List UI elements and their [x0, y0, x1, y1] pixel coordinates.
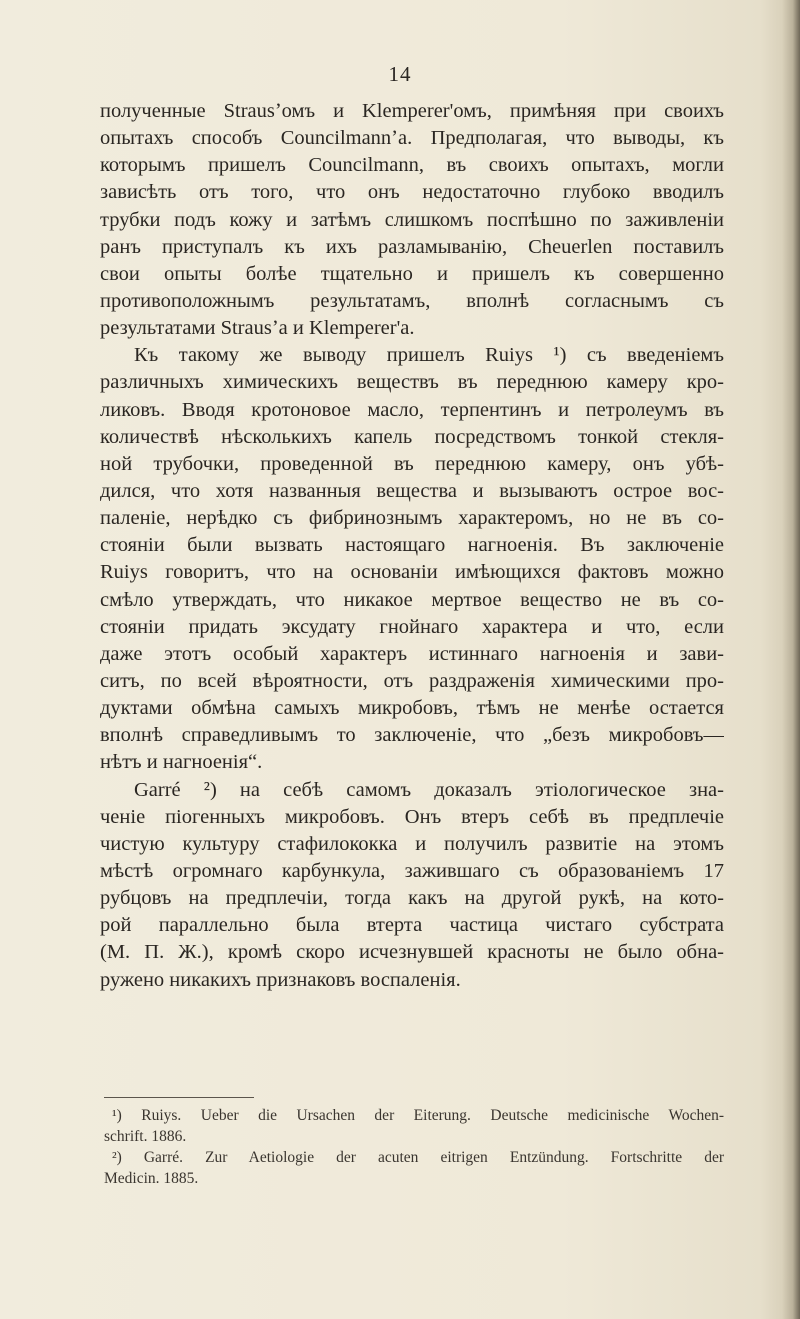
footnote-line: ²) Garré. Zur Aetiologie der acuten eitrigen Entzündung. Fortschritte der [112, 1149, 724, 1166]
text-line: дуктами обмѣна самыхъ микробовъ, тѣмъ не менѣе остается [100, 697, 724, 720]
text-line: различныхъ химическихъ веществъ въ переднюю камеру кро- [100, 371, 724, 394]
text-line: результатами Strausʼa и Klemperer'a. [100, 317, 415, 340]
text-line: чистую культуру стафилококка и получилъ развитіе на этомъ [100, 832, 724, 855]
text-line: ружено никакихъ признаковъ воспаленія. [100, 968, 461, 991]
text-line: опытахъ способъ Councilmannʼa. Предполагая, что выводы, къ [100, 127, 724, 150]
text-line: стояніи были вызвать настоящаго нагноенія. Въ заключеніе [100, 534, 724, 557]
text-line: (М. П. Ж.), кромѣ скоро исчезнувшей красноты не было обна- [100, 941, 724, 964]
paragraph-start-line: Къ такому же выводу пришелъ Ruiys ¹) съ введеніемъ [134, 344, 724, 367]
text-line: ченіе піогенныхъ микробовъ. Онъ втеръ себѣ въ предплечіе [100, 805, 724, 828]
text-line: ликовъ. Вводя кротоновое масло, терпентинъ и петролеумъ въ [100, 398, 724, 421]
text-line: смѣло утверждать, что никакое мертвое вещество не въ со- [100, 588, 724, 611]
footnote-line: Medicin. 1885. [104, 1170, 199, 1187]
text-line: полученные Strausʼомъ и Klemperer'омъ, примѣняя при своихъ [100, 100, 724, 122]
text-line: даже этотъ особый характеръ истиннаго нагноенія и зави- [100, 642, 724, 665]
text-line: паленіе, нерѣдко съ фибринознымъ характеромъ, но не въ со- [100, 507, 724, 530]
text-line: рубцовъ на предплечіи, тогда какъ на другой рукѣ, на кото- [100, 887, 724, 910]
footnote-line: schrift. 1886. [104, 1128, 187, 1145]
text-line: противоположнымъ результатамъ, вполнѣ согласнымъ съ [100, 289, 724, 312]
text-line: свои опыты болѣе тщательно и пришелъ къ совершенно [100, 262, 724, 285]
text-line: Ruiys говоритъ, что на основаніи имѣющихся фактовъ можно [100, 561, 724, 584]
text-line: рой параллельно была втерта частица чистаго субстрата [100, 914, 724, 937]
footnote-line: ¹) Ruiys. Ueber die Ursachen der Eiterung. Deutsche medicinische Wochen- [112, 1107, 724, 1124]
text-line: количествѣ нѣсколькихъ капель посредствомъ тонкой стекля- [100, 425, 724, 448]
page-number: 14 [388, 62, 412, 86]
text-line: мѣстѣ огромнаго карбункула, зажившаго съ образованіемъ 17 [100, 859, 724, 882]
footnotes [104, 1105, 724, 1189]
footnote-divider [104, 1097, 254, 1098]
text-line: нѣтъ и нагноенія“. [100, 751, 263, 774]
text-line: которымъ пришелъ Councilmann, въ своихъ опытахъ, могли [100, 154, 724, 177]
text-line: ранъ приступалъ къ ихъ разламыванію, Cheuerlen поставилъ [100, 235, 724, 258]
text-line: ситъ, по всей вѣроятности, отъ раздраженія химическими про- [100, 669, 724, 692]
text-line: трубки подъ кожу и затѣмъ слишкомъ поспѣшно по заживленіи [100, 208, 724, 231]
text-line: вполнѣ справедливымъ то заключеніе, что „безъ микробовъ— [100, 724, 724, 747]
paragraph-start-line: Garré ²) на себѣ самомъ доказалъ этіологическое зна- [134, 778, 724, 801]
page-edge-shadow [782, 0, 800, 1319]
text-line: ной трубочки, проведенной въ переднюю камеру, онъ убѣ- [100, 452, 724, 475]
body-text [100, 98, 724, 994]
text-line: стояніи придать эксудату гнойнаго характера и что, если [100, 615, 724, 638]
text-line: зависѣть отъ того, что онъ недостаточно глубоко вводилъ [100, 181, 724, 204]
text-line: дился, что хотя названныя вещества и вызываютъ острое вос- [100, 479, 724, 502]
